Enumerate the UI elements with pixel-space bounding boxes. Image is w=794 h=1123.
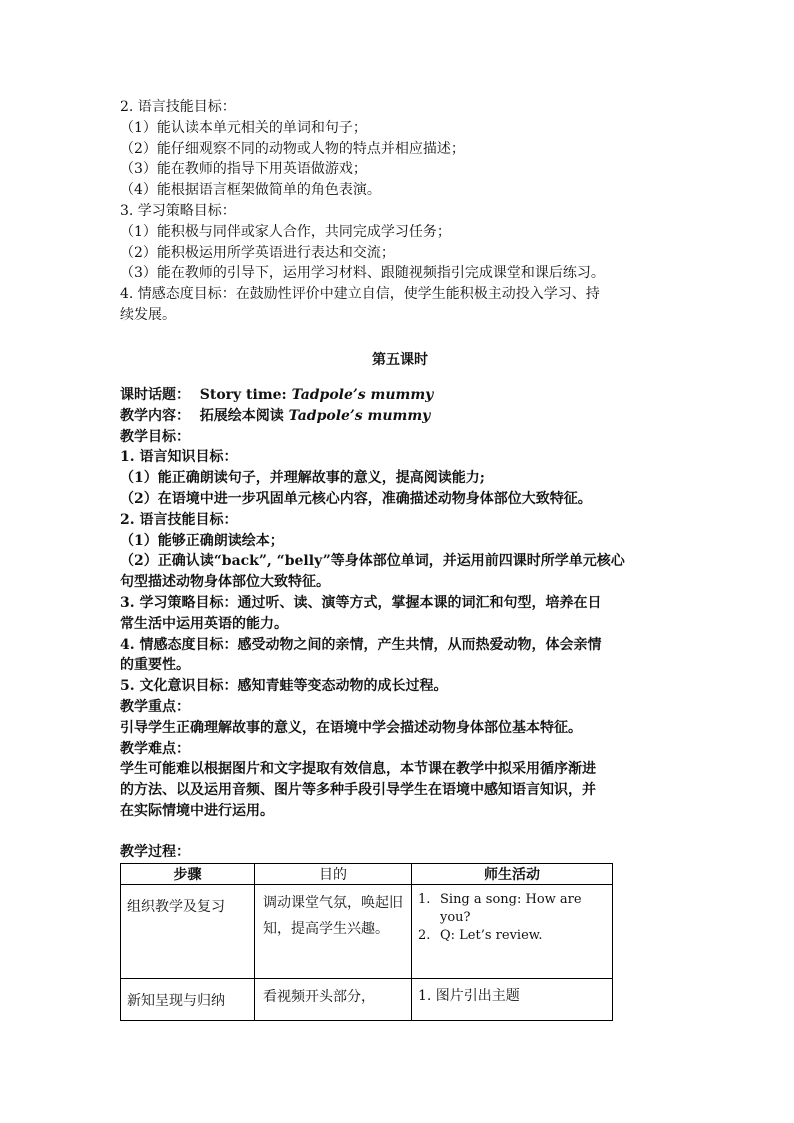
- header-activity: 师生活动: [412, 864, 613, 885]
- topic-prefix: Story time:: [199, 387, 292, 403]
- plan-line: 常生活中运用英语的能力。: [120, 615, 288, 632]
- lesson-plan-section: [120, 385, 680, 822]
- objective-line: （1）能积极与同伴或家人合作，共同完成学习任务；: [120, 223, 451, 240]
- activity-item: [418, 891, 606, 927]
- plan-line: （2）在语境中进一步巩固单元核心内容，准确描述动物身体部位大致特征。: [120, 490, 592, 507]
- objective-line: 2. 语言技能目标：: [120, 99, 236, 115]
- plan-line: （2）正确认读“back”, “belly”等身体部位单词，并运用前四课时所学单元核心: [120, 553, 625, 570]
- objective-line: （1）能认读本单元相关的单词和句子；: [120, 119, 367, 136]
- plan-line: 4. 情感态度目标：感受动物之间的亲情，产生共情，从而热爱动物，体会亲情: [120, 636, 602, 653]
- table-header-row: [121, 864, 613, 885]
- plan-line: 引导学生正确理解故事的意义，在语境中学会描述动物身体部位基本特征。: [120, 719, 582, 736]
- plan-line: 教学目标：: [120, 428, 190, 445]
- content-line: [120, 406, 680, 427]
- teaching-process-table: [120, 863, 613, 1021]
- plan-line: 的方法、以及运用音频、图片等多种手段引导学生在语境中感知语言知识，并: [120, 782, 596, 799]
- header-step: 步骤: [121, 864, 255, 885]
- plan-line: 5. 文化意识目标：感知青蛙等变态动物的成长过程。: [120, 678, 448, 695]
- topic-label: 课时话题：: [120, 387, 190, 403]
- plan-line: 句型描述动物身体部位大致特征。: [120, 574, 330, 591]
- objective-line: （2）能积极运用所学英语进行表达和交流；: [120, 244, 395, 261]
- plan-line: 3. 学习策略目标：通过听、读、演等方式，掌握本课的词汇和句型，培养在日: [120, 594, 602, 611]
- table-row: [121, 885, 613, 979]
- purpose-cell: 看视频开头部分，: [255, 979, 412, 1021]
- header-purpose: 目的: [255, 864, 412, 885]
- plan-line: 2. 语言技能目标：: [120, 511, 238, 528]
- plan-line: （1）能够正确朗读绘本；: [120, 532, 284, 549]
- table-row: [121, 979, 613, 1021]
- step-cell: 新知呈现与归纳: [121, 979, 255, 1021]
- activity-number: 2.: [418, 928, 431, 943]
- topic-line: [120, 385, 680, 406]
- objective-line: （4）能根据语言框架做简单的角色表演。: [120, 182, 381, 199]
- activity-cell: 1. 图片引出主题: [412, 979, 613, 1021]
- plan-line: 教学难点：: [120, 740, 190, 757]
- activity-text: Q: Let’s review.: [440, 928, 543, 943]
- content-title: Tadpole’s mummy: [288, 407, 431, 424]
- objective-line: 续发展。: [120, 306, 176, 323]
- plan-line: 的重要性。: [120, 657, 190, 674]
- plan-line: 学生可能难以根据图片和文字提取有效信息，本节课在教学中拟采用循序渐进: [120, 761, 596, 778]
- objective-line: 3. 学习策略目标：: [120, 202, 236, 219]
- activity-text: Sing a song: How are you?: [440, 892, 582, 925]
- plan-line: 1. 语言知识目标：: [120, 449, 238, 466]
- plan-line: 教学重点：: [120, 698, 190, 715]
- content-label: 教学内容：: [120, 407, 190, 424]
- objective-line: （3）能在教师的指导下用英语做游戏；: [120, 161, 367, 178]
- objective-line: 4. 情感态度目标：在鼓励性评价中建立自信，使学生能积极主动投入学习、持: [120, 286, 600, 303]
- objective-line: （3）能在教师的引导下，运用学习材料、跟随视频指引完成课堂和课后练习。: [120, 265, 605, 282]
- lesson-title: 第五课时: [372, 352, 428, 368]
- plan-line: （1）能正确朗读句子，并理解故事的意义，提高阅读能力;: [120, 470, 485, 487]
- step-cell: 组织教学及复习: [121, 885, 255, 979]
- activity-cell: [412, 885, 613, 979]
- activity-item: [418, 927, 606, 945]
- activity-number: 1.: [418, 892, 431, 907]
- topic-title: Tadpole’s mummy: [291, 387, 434, 403]
- objective-line: （2）能仔细观察不同的动物或人物的特点并相应描述；: [120, 140, 465, 157]
- objectives-section: [120, 97, 680, 326]
- purpose-cell: 调动课堂气氛，唤起旧知，提高学生兴趣。: [255, 885, 412, 979]
- content-prefix: 拓展绘本阅读: [199, 407, 289, 424]
- process-label: 教学过程：: [120, 844, 190, 860]
- plan-line: 在实际情境中进行运用。: [120, 802, 274, 819]
